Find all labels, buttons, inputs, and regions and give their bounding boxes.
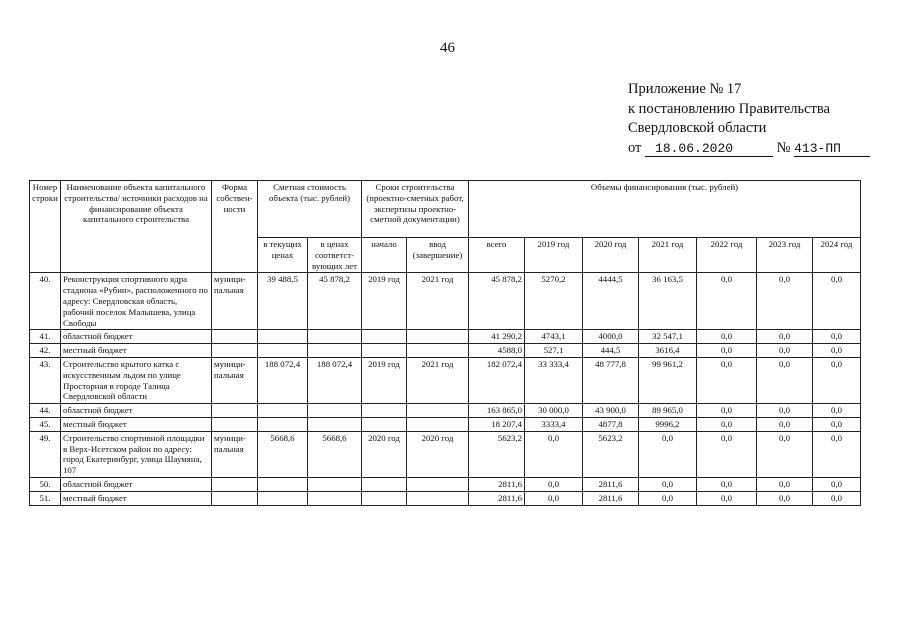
cell-funding-2021: 36 163,5: [639, 273, 697, 330]
from-label: от: [628, 139, 642, 156]
cell-end-year: [407, 404, 469, 418]
cell-ownership: [212, 330, 258, 344]
cell-cost-current: [258, 417, 308, 431]
header-2019: 2019 год: [525, 238, 583, 273]
cell-object-name: местный бюджет: [61, 344, 212, 358]
cell-funding-2023: 0,0: [757, 417, 813, 431]
table-row: [30, 417, 861, 431]
cell-funding-2023: 0,0: [757, 477, 813, 491]
cell-cost-years: [308, 477, 362, 491]
cell-ownership: муници-пальная: [212, 431, 258, 477]
cell-cost-years: [308, 417, 362, 431]
cell-funding-2022: 0,0: [697, 357, 757, 403]
cell-funding-2022: 0,0: [697, 431, 757, 477]
cell-funding-2021: 32 547,1: [639, 330, 697, 344]
appendix-title: Приложение № 17: [628, 81, 742, 97]
cell-total: 45 878,2: [469, 273, 525, 330]
cell-ownership: [212, 477, 258, 491]
cell-funding-2022: 0,0: [697, 344, 757, 358]
cell-funding-2024: 0,0: [813, 344, 861, 358]
cell-funding-2023: 0,0: [757, 491, 813, 505]
page-number: 46: [440, 40, 455, 56]
cell-cost-current: 5668,6: [258, 431, 308, 477]
cell-funding-2020: 444,5: [583, 344, 639, 358]
cell-start-year: [362, 477, 407, 491]
cell-total: 163 865,0: [469, 404, 525, 418]
cell-funding-2020: 4000,0: [583, 330, 639, 344]
cell-end-year: [407, 491, 469, 505]
cell-funding-2020: 2811,6: [583, 491, 639, 505]
cell-start-year: 2019 год: [362, 273, 407, 330]
cell-object-name: Строительство крытого катка с искусственным льдом по улице Просторная в городе Талица Свердловской области: [61, 357, 212, 403]
cell-funding-2019: 0,0: [525, 431, 583, 477]
cell-funding-2019: 0,0: [525, 491, 583, 505]
cell-row-number: 49.: [30, 431, 61, 477]
cell-total: 41 290,2: [469, 330, 525, 344]
header-2022: 2022 год: [697, 238, 757, 273]
header-cost-current: в текущих ценах: [258, 238, 308, 273]
cell-total: 5623,2: [469, 431, 525, 477]
cell-total: 2811,6: [469, 477, 525, 491]
cell-row-number: 50.: [30, 477, 61, 491]
cell-row-number: 41.: [30, 330, 61, 344]
cell-row-number: 42.: [30, 344, 61, 358]
cell-funding-2021: 0,0: [639, 477, 697, 491]
cell-funding-2019: 30 000,0: [525, 404, 583, 418]
cell-cost-years: 5668,6: [308, 431, 362, 477]
cell-funding-2019: 33 333,4: [525, 357, 583, 403]
cell-row-number: 51.: [30, 491, 61, 505]
appendix-date-line: [628, 139, 870, 159]
cell-funding-2023: 0,0: [757, 357, 813, 403]
cell-end-year: [407, 477, 469, 491]
header-funding-volumes: Объемы финансирования (тыс. рублей): [469, 181, 861, 238]
cell-funding-2023: 0,0: [757, 330, 813, 344]
header-row-number: Номер строки: [30, 181, 61, 273]
cell-end-year: 2021 год: [407, 273, 469, 330]
cell-funding-2024: 0,0: [813, 491, 861, 505]
cell-funding-2020: 2811,6: [583, 477, 639, 491]
table-row: [30, 431, 861, 477]
cell-row-number: 43.: [30, 357, 61, 403]
header-2023: 2023 год: [757, 238, 813, 273]
cell-end-year: [407, 330, 469, 344]
cell-start-year: 2020 год: [362, 431, 407, 477]
table-row: [30, 344, 861, 358]
cell-total: 4588,0: [469, 344, 525, 358]
cell-cost-years: [308, 404, 362, 418]
appendix-header: [628, 80, 870, 158]
header-object-name: Наименование объекта капитального строительства/ источники расходов на финансирование объекта капитального строительства: [61, 181, 212, 273]
cell-funding-2020: 4444,5: [583, 273, 639, 330]
cell-funding-2021: 89 965,0: [639, 404, 697, 418]
cell-total: 182 072,4: [469, 357, 525, 403]
cell-funding-2024: 0,0: [813, 404, 861, 418]
cell-end-year: 2020 год: [407, 431, 469, 477]
cell-cost-current: [258, 344, 308, 358]
cell-ownership: [212, 404, 258, 418]
decree-number: 413-ПП: [794, 141, 870, 157]
decree-date: 18.06.2020: [645, 141, 773, 157]
table-row: [30, 330, 861, 344]
cell-ownership: [212, 491, 258, 505]
header-2020: 2020 год: [583, 238, 639, 273]
cell-funding-2024: 0,0: [813, 330, 861, 344]
cell-ownership: [212, 344, 258, 358]
table-row: [30, 404, 861, 418]
header-estimated-cost: Сметная стоимость объекта (тыс. рублей): [258, 181, 362, 238]
cell-end-year: [407, 344, 469, 358]
cell-funding-2023: 0,0: [757, 431, 813, 477]
header-end: ввод (завершение): [407, 238, 469, 273]
header-cost-years: в ценах соответст-вующих лет: [308, 238, 362, 273]
table-body: [30, 273, 861, 505]
cell-object-name: Строительство спортивной площадки в Верх-Исетском район по адресу: город Екатеринбург, улица Шаумяна, 107: [61, 431, 212, 477]
cell-funding-2024: 0,0: [813, 431, 861, 477]
cell-cost-current: 188 072,4: [258, 357, 308, 403]
cell-ownership: муници-пальная: [212, 357, 258, 403]
cell-funding-2019: 4743,1: [525, 330, 583, 344]
funding-table: [29, 180, 861, 506]
cell-cost-current: 39 488,5: [258, 273, 308, 330]
cell-funding-2024: 0,0: [813, 417, 861, 431]
cell-row-number: 45.: [30, 417, 61, 431]
cell-object-name: областной бюджет: [61, 477, 212, 491]
cell-start-year: [362, 491, 407, 505]
cell-total: 18 207,4: [469, 417, 525, 431]
appendix-line-3: Свердловской области: [628, 120, 767, 136]
cell-cost-years: [308, 330, 362, 344]
cell-total: 2811,6: [469, 491, 525, 505]
cell-object-name: Реконструкция спортивного ядра стадиона «Рубин», расположенного по адресу: Свердловская область, рабочий поселок Малышева, улица Свободы: [61, 273, 212, 330]
cell-funding-2024: 0,0: [813, 357, 861, 403]
cell-funding-2019: 0,0: [525, 477, 583, 491]
cell-funding-2022: 0,0: [697, 404, 757, 418]
header-2024: 2024 год: [813, 238, 861, 273]
header-start: начало: [362, 238, 407, 273]
cell-funding-2019: 5270,2: [525, 273, 583, 330]
cell-funding-2021: 0,0: [639, 491, 697, 505]
cell-cost-years: 188 072,4: [308, 357, 362, 403]
header-ownership: Форма собствен-ности: [212, 181, 258, 273]
cell-funding-2023: 0,0: [757, 273, 813, 330]
table-row: [30, 477, 861, 491]
cell-cost-years: [308, 344, 362, 358]
cell-funding-2021: 9996,2: [639, 417, 697, 431]
cell-ownership: [212, 417, 258, 431]
cell-cost-current: [258, 330, 308, 344]
cell-row-number: 44.: [30, 404, 61, 418]
cell-cost-current: [258, 404, 308, 418]
cell-start-year: [362, 344, 407, 358]
cell-object-name: местный бюджет: [61, 417, 212, 431]
cell-start-year: [362, 404, 407, 418]
table-row: [30, 491, 861, 505]
cell-object-name: областной бюджет: [61, 330, 212, 344]
cell-funding-2020: 4877,8: [583, 417, 639, 431]
cell-end-year: [407, 417, 469, 431]
cell-funding-2020: 5623,2: [583, 431, 639, 477]
cell-ownership: муници-пальная: [212, 273, 258, 330]
cell-funding-2021: 0,0: [639, 431, 697, 477]
cell-funding-2022: 0,0: [697, 273, 757, 330]
cell-object-name: областной бюджет: [61, 404, 212, 418]
cell-funding-2022: 0,0: [697, 477, 757, 491]
cell-funding-2022: 0,0: [697, 417, 757, 431]
cell-end-year: 2021 год: [407, 357, 469, 403]
cell-funding-2021: 3616,4: [639, 344, 697, 358]
cell-funding-2020: 43 900,0: [583, 404, 639, 418]
cell-cost-current: [258, 477, 308, 491]
cell-start-year: [362, 330, 407, 344]
header-construction-terms: Сроки строительства (проектно-сметных работ, экспертизы проектно-сметной документации): [362, 181, 469, 238]
cell-object-name: местный бюджет: [61, 491, 212, 505]
appendix-line-2: к постановлению Правительства: [628, 100, 830, 117]
cell-start-year: 2019 год: [362, 357, 407, 403]
cell-cost-current: [258, 491, 308, 505]
header-2021: 2021 год: [639, 238, 697, 273]
cell-cost-years: 45 878,2: [308, 273, 362, 330]
cell-funding-2022: 0,0: [697, 491, 757, 505]
cell-cost-years: [308, 491, 362, 505]
cell-start-year: [362, 417, 407, 431]
cell-funding-2024: 0,0: [813, 477, 861, 491]
number-label: №: [776, 139, 791, 156]
cell-funding-2023: 0,0: [757, 344, 813, 358]
cell-funding-2019: 527,1: [525, 344, 583, 358]
table-row: [30, 273, 861, 330]
cell-funding-2020: 48 777,8: [583, 357, 639, 403]
header-total: всего: [469, 238, 525, 273]
table-row: [30, 357, 861, 403]
cell-funding-2019: 3333,4: [525, 417, 583, 431]
cell-funding-2023: 0,0: [757, 404, 813, 418]
cell-row-number: 40.: [30, 273, 61, 330]
cell-funding-2021: 99 961,2: [639, 357, 697, 403]
cell-funding-2022: 0,0: [697, 330, 757, 344]
cell-funding-2024: 0,0: [813, 273, 861, 330]
